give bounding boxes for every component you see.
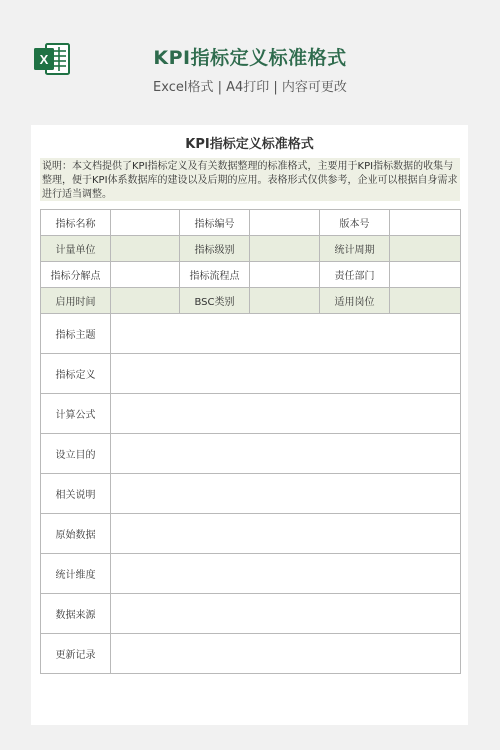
detail-label: 指标定义 bbox=[41, 354, 111, 394]
field-label: 责任部门 bbox=[320, 262, 390, 288]
detail-row-7 bbox=[41, 554, 461, 594]
detail-label: 计算公式 bbox=[41, 394, 111, 434]
field-label: 指标分解点 bbox=[41, 262, 111, 288]
field-label: 统计周期 bbox=[320, 236, 390, 262]
info-row-1 bbox=[41, 210, 461, 236]
field-label: 指标编号 bbox=[180, 210, 250, 236]
field-value[interactable] bbox=[111, 236, 180, 262]
detail-value[interactable] bbox=[111, 594, 461, 634]
field-value[interactable] bbox=[250, 236, 320, 262]
field-value[interactable] bbox=[111, 288, 180, 314]
field-label: 适用岗位 bbox=[320, 288, 390, 314]
info-row-4 bbox=[41, 288, 461, 314]
field-value[interactable] bbox=[390, 288, 461, 314]
detail-value[interactable] bbox=[111, 474, 461, 514]
detail-value[interactable] bbox=[111, 634, 461, 674]
page-subtitle: Excel格式 | A4打印 | 内容可更改 bbox=[153, 80, 347, 95]
field-value[interactable] bbox=[250, 262, 320, 288]
field-value[interactable] bbox=[250, 210, 320, 236]
field-label: 指标级别 bbox=[180, 236, 250, 262]
field-value[interactable] bbox=[111, 262, 180, 288]
field-value[interactable] bbox=[111, 210, 180, 236]
detail-row-3 bbox=[41, 394, 461, 434]
detail-row-1 bbox=[41, 314, 461, 354]
detail-row-6 bbox=[41, 514, 461, 554]
detail-value[interactable] bbox=[111, 554, 461, 594]
detail-row-8 bbox=[41, 594, 461, 634]
field-value[interactable] bbox=[390, 236, 461, 262]
detail-row-2 bbox=[41, 354, 461, 394]
detail-value[interactable] bbox=[111, 514, 461, 554]
detail-label: 原始数据 bbox=[41, 514, 111, 554]
detail-label: 设立目的 bbox=[41, 434, 111, 474]
info-row-3 bbox=[41, 262, 461, 288]
detail-row-4 bbox=[41, 434, 461, 474]
field-label: 指标名称 bbox=[41, 210, 111, 236]
info-row-2 bbox=[41, 236, 461, 262]
field-label: BSC类别 bbox=[180, 288, 250, 314]
detail-label: 统计维度 bbox=[41, 554, 111, 594]
detail-label: 指标主题 bbox=[41, 314, 111, 354]
field-label: 计量单位 bbox=[41, 236, 111, 262]
document-title: KPI指标定义标准格式 bbox=[185, 137, 314, 152]
page-title: KPI指标定义标准格式 bbox=[153, 47, 347, 69]
detail-value[interactable] bbox=[111, 434, 461, 474]
detail-value[interactable] bbox=[111, 314, 461, 354]
page-header bbox=[0, 0, 500, 118]
document-note: 说明：本文档提供了KPI指标定义及有关数据整理的标准格式，主要用于KPI指标数据的收集与整理，便于KPI体系数据库的建设以及后期的应用。表格形式仅供参考，企业可以根据自身需求进行适当调整。 bbox=[40, 158, 460, 201]
detail-label: 数据来源 bbox=[41, 594, 111, 634]
field-label: 指标流程点 bbox=[180, 262, 250, 288]
field-label: 启用时间 bbox=[41, 288, 111, 314]
detail-label: 更新记录 bbox=[41, 634, 111, 674]
kpi-definition-table bbox=[40, 209, 461, 674]
excel-icon-letter: X bbox=[39, 52, 49, 67]
field-value[interactable] bbox=[390, 210, 461, 236]
field-value[interactable] bbox=[250, 288, 320, 314]
detail-value[interactable] bbox=[111, 354, 461, 394]
document-sheet bbox=[31, 125, 468, 725]
field-value[interactable] bbox=[390, 262, 461, 288]
field-label: 版本号 bbox=[320, 210, 390, 236]
detail-row-5 bbox=[41, 474, 461, 514]
detail-label: 相关说明 bbox=[41, 474, 111, 514]
detail-value[interactable] bbox=[111, 394, 461, 434]
detail-row-9 bbox=[41, 634, 461, 674]
